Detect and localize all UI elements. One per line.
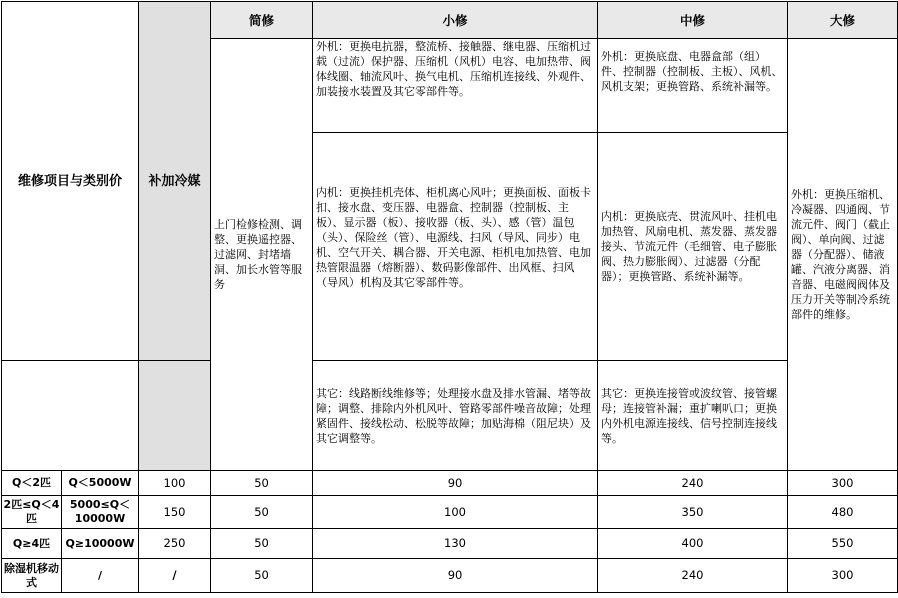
row-hp-label: Q≥4匹: [2, 529, 62, 559]
repair-price-table: [1, 1, 898, 593]
row-power-label: Q≥10000W: [62, 529, 139, 559]
table-row: [2, 529, 898, 559]
simple-repair-header: 简修: [211, 2, 313, 39]
major-price: 300: [788, 559, 898, 593]
refrigerant-price: 250: [139, 529, 211, 559]
minor-price: 90: [313, 559, 598, 593]
row-hp-label: 2匹≤Q＜4匹: [2, 496, 62, 529]
minor-price: 90: [313, 471, 598, 496]
medium-price: 240: [598, 559, 788, 593]
medium-other-description: 其它：更换连接管或波纹管、接管螺母；连接管补漏；重扩喇叭口；更换内外机电源连接线、信号控制连接线等。: [598, 361, 788, 471]
item-category-header: 维修项目与类别价: [2, 2, 139, 361]
minor-other-description: 其它：线路断线维修等；处理接水盘及排水管漏、堵等故障；调整、排除内外机风叶、管路零部件噪音故障；处理紧固件、接线松动、松脱等故障；加贴海棉（阻尼块）及其它调整等。: [313, 361, 598, 471]
simple-price: 50: [211, 559, 313, 593]
medium-price: 350: [598, 496, 788, 529]
major-price: 550: [788, 529, 898, 559]
medium-inner-description: 内机：更换底壳、贯流风叶、挂机电加热管、风扇电机、蒸发器、蒸发器接头、节流元件（毛细管、电子膨胀阀、热力膨胀阀）、过滤器（分配器）；更换管路、系统补漏等。: [598, 133, 788, 361]
simple-price: 50: [211, 529, 313, 559]
minor-price: 100: [313, 496, 598, 529]
minor-inner-description: 内机：更换挂机壳体、柜机离心风叶；更换面板、面板卡扣、接水盘、变压器、电器盒、控制器（控制板、主板）、显示器（板）、接收器（板、头）、感（管）温包（头）、保险丝（管）、电源线、扫风（导风、同步）电机、空气开关、耦合器、开关电源、柜机电加热管、电加热管限温器（熔断器）、数码影像部件、出风框、扫风（导风）机构及其它零部件等。: [313, 133, 598, 361]
row-power-label: 5000≤Q＜10000W: [62, 496, 139, 529]
refrigerant-price: 150: [139, 496, 211, 529]
table-row: [2, 559, 898, 593]
table-row: [2, 496, 898, 529]
simple-price: 50: [211, 471, 313, 496]
refrigerant-header: 补加冷媒: [139, 2, 211, 361]
refrigerant-price: 100: [139, 471, 211, 496]
medium-outer-description: 外机：更换底盘、电器盒部（组）件、控制器（控制板、主板）、风机、风机支架；更换管路、系统补漏等。: [598, 39, 788, 133]
table-row: [2, 471, 898, 496]
medium-price: 400: [598, 529, 788, 559]
minor-outer-description: 外机：更换电抗器，整流桥、接触器、继电器、压缩机过载（过流）保护器、压缩机（风机）电容、电加热带、阀体线圈、轴流风叶、换气电机、压缩机连接线、外观件、加装接水装置及其它零部件等。: [313, 39, 598, 133]
major-repair-header: 大修: [788, 2, 898, 39]
minor-repair-header: 小修: [313, 2, 598, 39]
major-repair-description: 外机：更换压缩机、冷凝器、四通阀、节流元件、阀门（截止阀）、单向阀、过滤器（分配器）、储液罐、汽液分离器、消音器、电磁阀阀体及压力开关等制冷系统部件的维修。: [788, 39, 898, 471]
major-price: 300: [788, 471, 898, 496]
row-power-label: /: [62, 559, 139, 593]
row-hp-label: 除湿机移动式: [2, 559, 62, 593]
medium-repair-header: 中修: [598, 2, 788, 39]
refrigerant-price: /: [139, 559, 211, 593]
row-power-label: Q＜5000W: [62, 471, 139, 496]
row-hp-label: Q＜2匹: [2, 471, 62, 496]
minor-price: 130: [313, 529, 598, 559]
major-price: 480: [788, 496, 898, 529]
simple-repair-description: 上门检修检测、调整、更换遥控器、过滤网、封堵墙洞、加长水管等服务: [211, 39, 313, 471]
simple-price: 50: [211, 496, 313, 529]
medium-price: 240: [598, 471, 788, 496]
